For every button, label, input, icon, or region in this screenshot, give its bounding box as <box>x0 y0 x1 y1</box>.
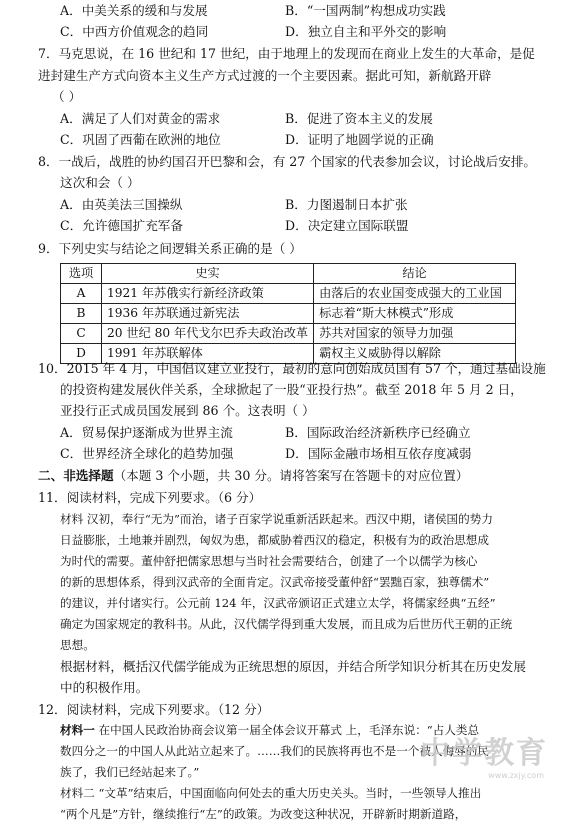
q9-stem: 9．下列史实与结论之间逻辑关系正确的是（ ） <box>38 241 302 256</box>
row-option: A <box>61 284 102 304</box>
q8-option-c: C．允许德国扩充军备 <box>60 218 183 233</box>
q10-stem-line2: 的投资构建发展伙伴关系，全球掀起了一股“亚投行热”。截至 2018 年 5 月 2 日， <box>60 382 523 397</box>
q10-option-a: A．贸易保护逐渐成为世界主流 <box>60 425 233 440</box>
q8-option-a: A．由英美法三国操纵 <box>60 197 183 212</box>
q10-option-b: B．国际政治经济新秩序已经确立 <box>285 425 471 440</box>
q11-material-line7: 思想。 <box>60 638 95 652</box>
q9-table <box>60 263 516 364</box>
table-header-row <box>61 264 516 284</box>
header-fact: 史实 <box>102 264 314 284</box>
q8-stem-line1: 8．一战后，战胜的协约国召开巴黎和会，有 27 个国家的代表参加会议，讨论战后安排。 <box>38 154 537 169</box>
q7-option-a: A．满足了人们对黄金的需求 <box>60 111 221 126</box>
row-fact: 1921 年苏俄实行新经济政策 <box>102 284 314 304</box>
q11-question-line2: 中的积极作用。 <box>60 680 149 695</box>
section-heading <box>38 467 468 484</box>
row-fact: 1936 年苏联通过新宪法 <box>102 304 314 324</box>
row-conclusion: 霸权主义威胁得以解除 <box>314 344 516 364</box>
q8-stem-line2: 这次和会（ ） <box>60 175 140 190</box>
row-fact: 1991 年苏联解体 <box>102 344 314 364</box>
header-conclusion: 结论 <box>314 264 516 284</box>
option-d: D．独立自主和平外交的影响 <box>285 24 447 39</box>
q10-stem-line1: 10．2015 年 4 月，中国倡议建立亚投行，最初的意向创始成员国有 57 个，通过基础设施 <box>38 361 546 376</box>
row-conclusion: 标志着“斯大林模式”形成 <box>314 304 516 324</box>
q7-blank: （ ） <box>52 89 82 104</box>
material1-text: 在中国人民政治协商会议第一届全体会议开幕式 上，毛泽东说：“占人类总 <box>94 723 480 737</box>
q12-material2-line2: “两个凡是”方针，继续推行“左”的政策。为改变这种状况，开辟新时期新道路， <box>60 807 467 821</box>
table-row <box>61 284 516 304</box>
q7-option-c: C．巩固了西葡在欧洲的地位 <box>60 132 221 147</box>
q7-stem-line1: 7．马克思说，在 16 世纪和 17 世纪，由于地理上的发现而在商业上发生的大革命，是促 <box>38 46 535 61</box>
section-instructions: （本题 3 个小题，共 30 分。请将答案写在答题卡的对应位置） <box>113 468 469 483</box>
q10-option-c: C．世界经济全球化的趋势加强 <box>60 446 234 461</box>
q8-option-d: D．决定建立国际联盟 <box>285 218 409 233</box>
row-option: D <box>61 344 102 364</box>
q7-stem-line2: 进封建生产方式向资本主义生产方式过渡的一个主要因素。据此可知，新航路开辟 <box>38 68 492 83</box>
watermark-url: www.zxjy.com <box>488 771 544 780</box>
option-b: B．“一国两制”构想成功实践 <box>285 3 446 18</box>
row-conclusion: 苏共对国家的领导力加强 <box>314 324 516 344</box>
q7-option-b: B．促进了资本主义的发展 <box>285 111 433 126</box>
q11-material-line1: 材料 汉初，奉行“无为”而治，诸子百家学说重新活跃起来。西汉中期，诸侯国的势力 <box>60 512 493 526</box>
row-option: C <box>61 324 102 344</box>
q11-material-line3: 为时代的需要。董仲舒把儒家思想与当时社会需要结合，创建了一个以儒学为核心 <box>60 554 478 568</box>
row-option: B <box>61 304 102 324</box>
material1-label: 材料一 <box>60 723 95 737</box>
q12-material1-line1 <box>60 722 479 739</box>
q12-stem: 12．阅读材料，完成下列要求。（12 分） <box>38 702 270 717</box>
option-c: C．中西方价值观念的趋同 <box>60 24 209 39</box>
q12-material1-line3: 族了，我们已经站起来了。” <box>60 765 200 779</box>
row-conclusion: 由落后的农业国变成强大的工业国 <box>314 284 516 304</box>
q7-option-d: D．证明了地圆学说的正确 <box>285 132 434 147</box>
row-fact: 20 世纪 80 年代戈尔巴乔夫政治改革 <box>102 324 314 344</box>
q11-material-line2: 日益膨胀，土地兼并剧烈，匈奴为患，都威胁着西汉的稳定，积极有为的政治思想成 <box>60 533 489 547</box>
q11-material-line6: 确定为国家规定的教科书。从此，汉代儒学得到重大发展，而且成为后世历代王朝的正统 <box>60 617 513 631</box>
watermark-logo: 中学教育 <box>420 736 548 771</box>
q11-material-line5: 的建议，并付诸实行。公元前 124 年，汉武帝颁诏正式建立太学，将儒家经典“五经” <box>60 596 496 610</box>
table-row <box>61 324 516 344</box>
q11-material-line4: 的新的思想体系，得到汉武帝的全面肯定。汉武帝接受董仲舒“罢黜百家，独尊儒术” <box>60 575 490 589</box>
header-option: 选项 <box>61 264 102 284</box>
section-title: 二、非选择题 <box>38 468 114 483</box>
table-row <box>61 304 516 324</box>
q11-question-line1: 根据材料，概括汉代儒学能成为正统思想的原因，并结合所学知识分析其在历史发展 <box>60 659 526 674</box>
q10-option-d: D．国际金融市场相互依存度减弱 <box>285 446 472 461</box>
q11-stem: 11．阅读材料，完成下列要求。（6 分） <box>38 490 262 505</box>
q10-stem-line3: 亚投行正式成员国发展到 86 个。这表明（ ） <box>60 403 315 418</box>
q8-option-b: B．力图遏制日本扩张 <box>285 197 408 212</box>
q12-material2-line1: 材料二 “文革”结束后，中国面临向何处去的重大历史关头。当时，一些领导人推出 <box>60 786 482 800</box>
option-a: A．中美关系的缓和与发展 <box>60 3 208 18</box>
q12-material1-line2: 数四分之一的中国人从此站立起来了。……我们的民族将再也不是一个被人侮辱的民 <box>60 744 489 758</box>
